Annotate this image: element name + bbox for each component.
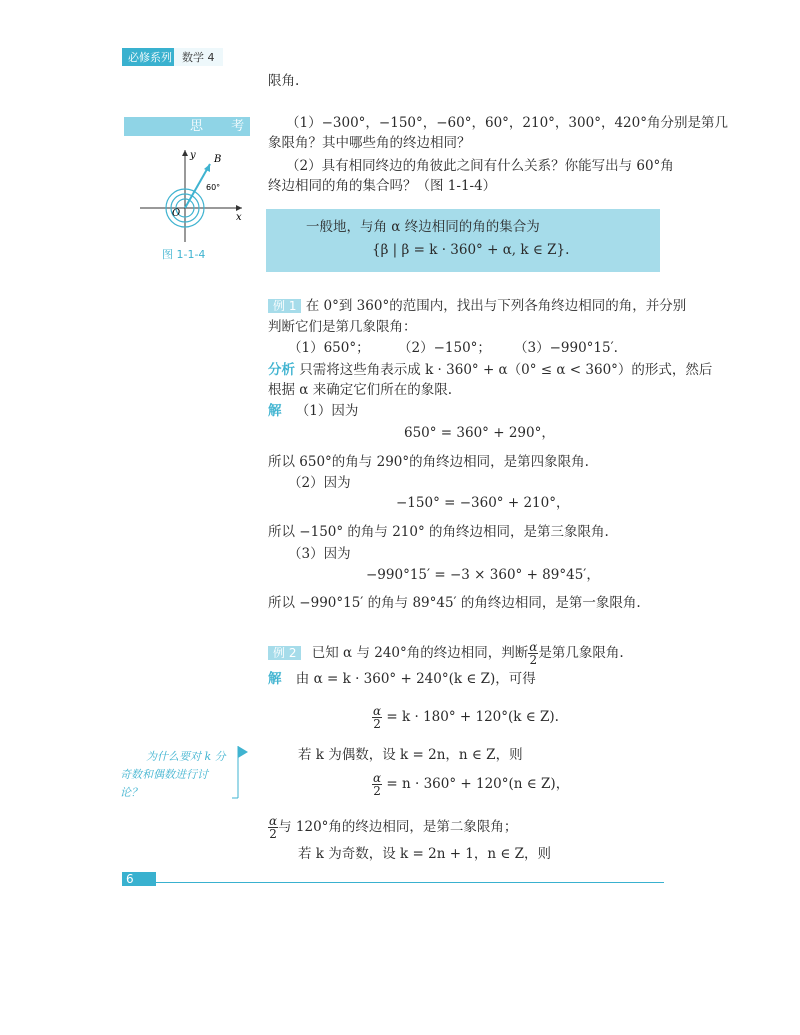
alpha-over-2-fraction: $\frac{\alpha}{2}$ <box>269 814 278 841</box>
angle-figure <box>130 144 250 244</box>
side-note-flag-icon <box>232 744 252 802</box>
page-number: 6 <box>122 872 156 886</box>
example2-question-post: 是第几象限角. <box>538 645 624 661</box>
definition-formula: {β | β = k · 360° + α, k ∈ Z}. <box>372 242 570 258</box>
example1-item3: （3）−990°15′. <box>514 340 618 356</box>
example2-question <box>268 641 624 666</box>
y-label: y <box>190 150 196 161</box>
think-q1-line1: （1）−300°，−150°，−60°，60°，210°，300°，420°角分别是第几 <box>286 115 728 131</box>
solution2-l5-text: 与 120°角的终边相同，是第二象限角； <box>278 819 518 835</box>
definition-line1: 一般地，与角 α 终边相同的角的集合为 <box>306 219 540 235</box>
example1-item2: （2）−150°； <box>398 340 491 356</box>
alpha-over-2-fraction: $\frac{\alpha}{2}$ <box>373 704 382 731</box>
solution2-line5 <box>268 815 517 840</box>
analysis-line2: 根据 α 来确定它们所在的象限. <box>268 382 452 398</box>
side-note-line1: 为什么要对 k 分 <box>146 750 226 763</box>
think-q2-line2: 终边相同的角的集合吗？（图 1-1-4） <box>268 178 497 194</box>
point-b-label: B <box>214 154 222 165</box>
example1-question: 在 0°到 360°的范围内，找出与下列各角终边相同的角，并分别 <box>305 298 687 314</box>
solution2-line1 <box>268 670 536 689</box>
origin-label: O <box>172 208 181 219</box>
solution2-l1-text: 由 α = k · 360° + 240°(k ∈ Z)，可得 <box>295 671 536 687</box>
x-label: x <box>236 212 242 223</box>
analysis-line1 <box>268 361 712 380</box>
solution1-concl1: 所以 650°的角与 290°的角终边相同，是第四象限角. <box>268 454 589 470</box>
series-tag: 必修系列 <box>122 48 178 66</box>
solution1-step1-intro: （1）因为 <box>295 403 359 419</box>
solution2-line6: 若 k 为奇数，设 k = 2n + 1，n ∈ Z，则 <box>298 846 552 862</box>
alpha-over-2-fraction: $\frac{\alpha}{2}$ <box>529 640 538 667</box>
solution1-eq2: −150° = −360° + 210°， <box>396 495 570 511</box>
solution2-eq2 <box>372 772 569 797</box>
x-axis-arrow <box>236 205 242 211</box>
intro-tail-text: 限角. <box>268 73 300 89</box>
solution2-eq1-rest: = k · 180° + 120°(k ∈ Z). <box>386 709 559 725</box>
example1-line2: 判断它们是第几象限角： <box>268 319 417 335</box>
example1-line1 <box>268 297 686 316</box>
side-note-line2: 奇数和偶数进行讨 <box>120 768 208 781</box>
solution1-concl3: 所以 −990°15′ 的角与 89°45′ 的角终边相同，是第一象限角. <box>268 595 641 611</box>
analysis-text: 只需将这些角表示成 k · 360° + α（0° ≤ α < 360°）的形式，然后 <box>299 362 713 378</box>
example1-tag: 例 1 <box>268 299 301 313</box>
example2-question-pre: 已知 α 与 240°角的终边相同，判断 <box>311 645 529 661</box>
think-q1-line2: 象限角？其中哪些角的终边相同？ <box>268 135 471 151</box>
angle-label: 60° <box>206 183 221 192</box>
solution1-label: 解 <box>268 403 282 419</box>
solution1-intro <box>268 402 358 421</box>
alpha-over-2-fraction: $\frac{\alpha}{2}$ <box>373 771 382 798</box>
solution1-eq1: 650° = 360° + 290°， <box>404 425 555 441</box>
side-note-line3: 论？ <box>120 786 142 799</box>
figure-caption: 图 1-1-4 <box>162 248 206 261</box>
solution1-step2-intro: （2）因为 <box>288 475 351 491</box>
side-note <box>120 748 240 802</box>
solution1-step3-intro: （3）因为 <box>288 546 351 562</box>
solution2-label: 解 <box>268 671 282 687</box>
footer-rule <box>122 882 664 883</box>
book-title-tag: 数学 4 <box>174 48 223 66</box>
example2-tag: 例 2 <box>268 646 301 660</box>
solution2-eq1 <box>372 705 559 730</box>
example1-item1: （1）650°； <box>288 340 370 356</box>
y-axis-arrow <box>182 150 188 156</box>
solution2-eq2-rest: = n · 360° + 120°(n ∈ Z)， <box>386 776 570 792</box>
think-label: 思 考 <box>190 119 257 134</box>
solution1-eq3: −990°15′ = −3 × 360° + 89°45′， <box>366 567 600 583</box>
think-q2-line1: （2）具有相同终边的角彼此之间有什么关系？你能写出与 60°角 <box>286 158 674 174</box>
analysis-label: 分析 <box>268 362 295 378</box>
solution2-line3: 若 k 为偶数，设 k = 2n，n ∈ Z，则 <box>298 747 523 763</box>
solution1-concl2: 所以 −150° 的角与 210° 的角终边相同，是第三象限角. <box>268 524 609 540</box>
